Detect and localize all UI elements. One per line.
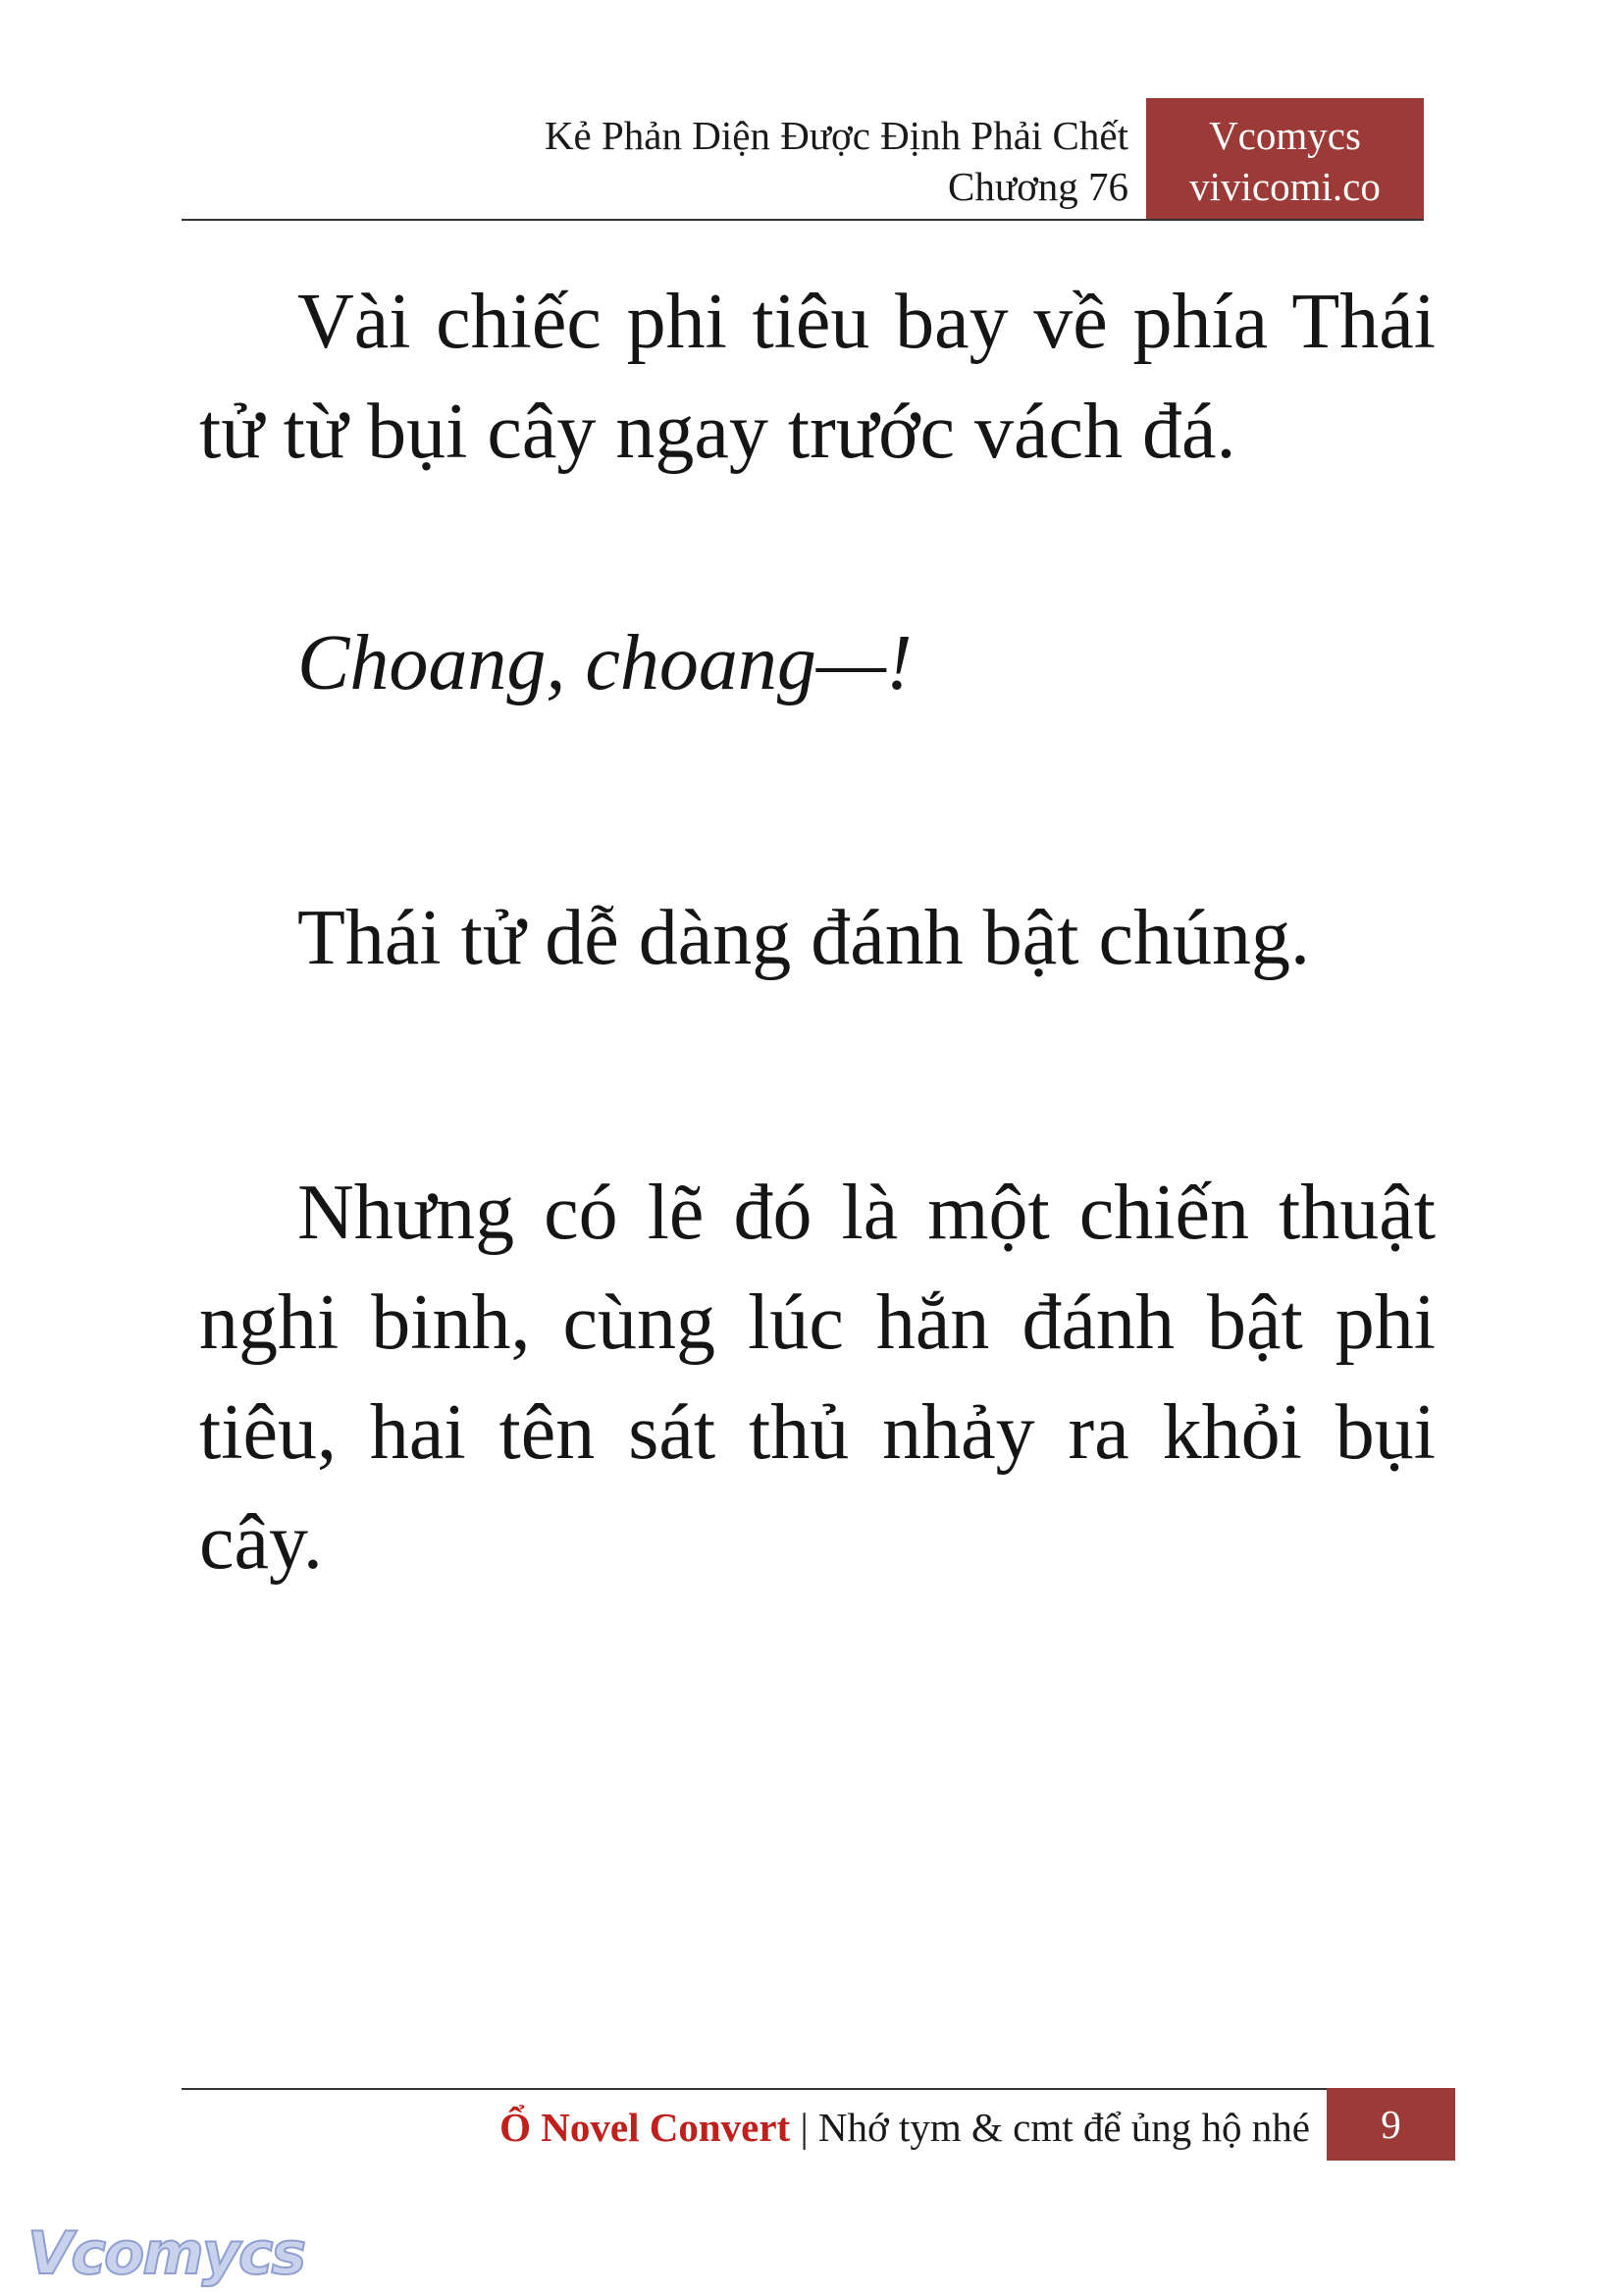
paragraph-3: Thái tử dễ dàng đánh bật chúng. [297,895,1310,981]
chapter-label: Chương 76 [948,164,1128,209]
brand-site: vivicomi.co [1189,164,1381,209]
footer-separator: | [800,2105,809,2150]
footer-text [329,2102,1310,2153]
footer-divider [182,2088,1330,2090]
footer-message: Nhớ tym & cmt để ủng hộ nhé [817,2105,1310,2150]
header-brand-box [1146,98,1424,220]
paragraph-1: Vài chiếc phi tiêu bay về phía Thái tử từ bụi cây ngay trước vách đá. [199,279,1436,475]
footer-brand: Ổ Novel Convert [499,2105,791,2150]
brand-name: Vcomycs [1209,113,1361,158]
watermark-logo: Vcomycs [27,2219,305,2288]
header-titles [442,110,1128,212]
book-title: Kẻ Phản Diện Được Định Phải Chết [544,113,1128,158]
paragraph-4: Nhưng có lẽ đó là một chiến thuật nghi binh, cùng lúc hắn đánh bật phi tiêu, hai tên sát thủ nhảy ra khỏi bụi cây. [199,1170,1436,1586]
header-divider [182,219,1424,221]
page-number: 9 [1327,2088,1455,2161]
paragraph-2: Choang, choang—! [297,620,913,706]
